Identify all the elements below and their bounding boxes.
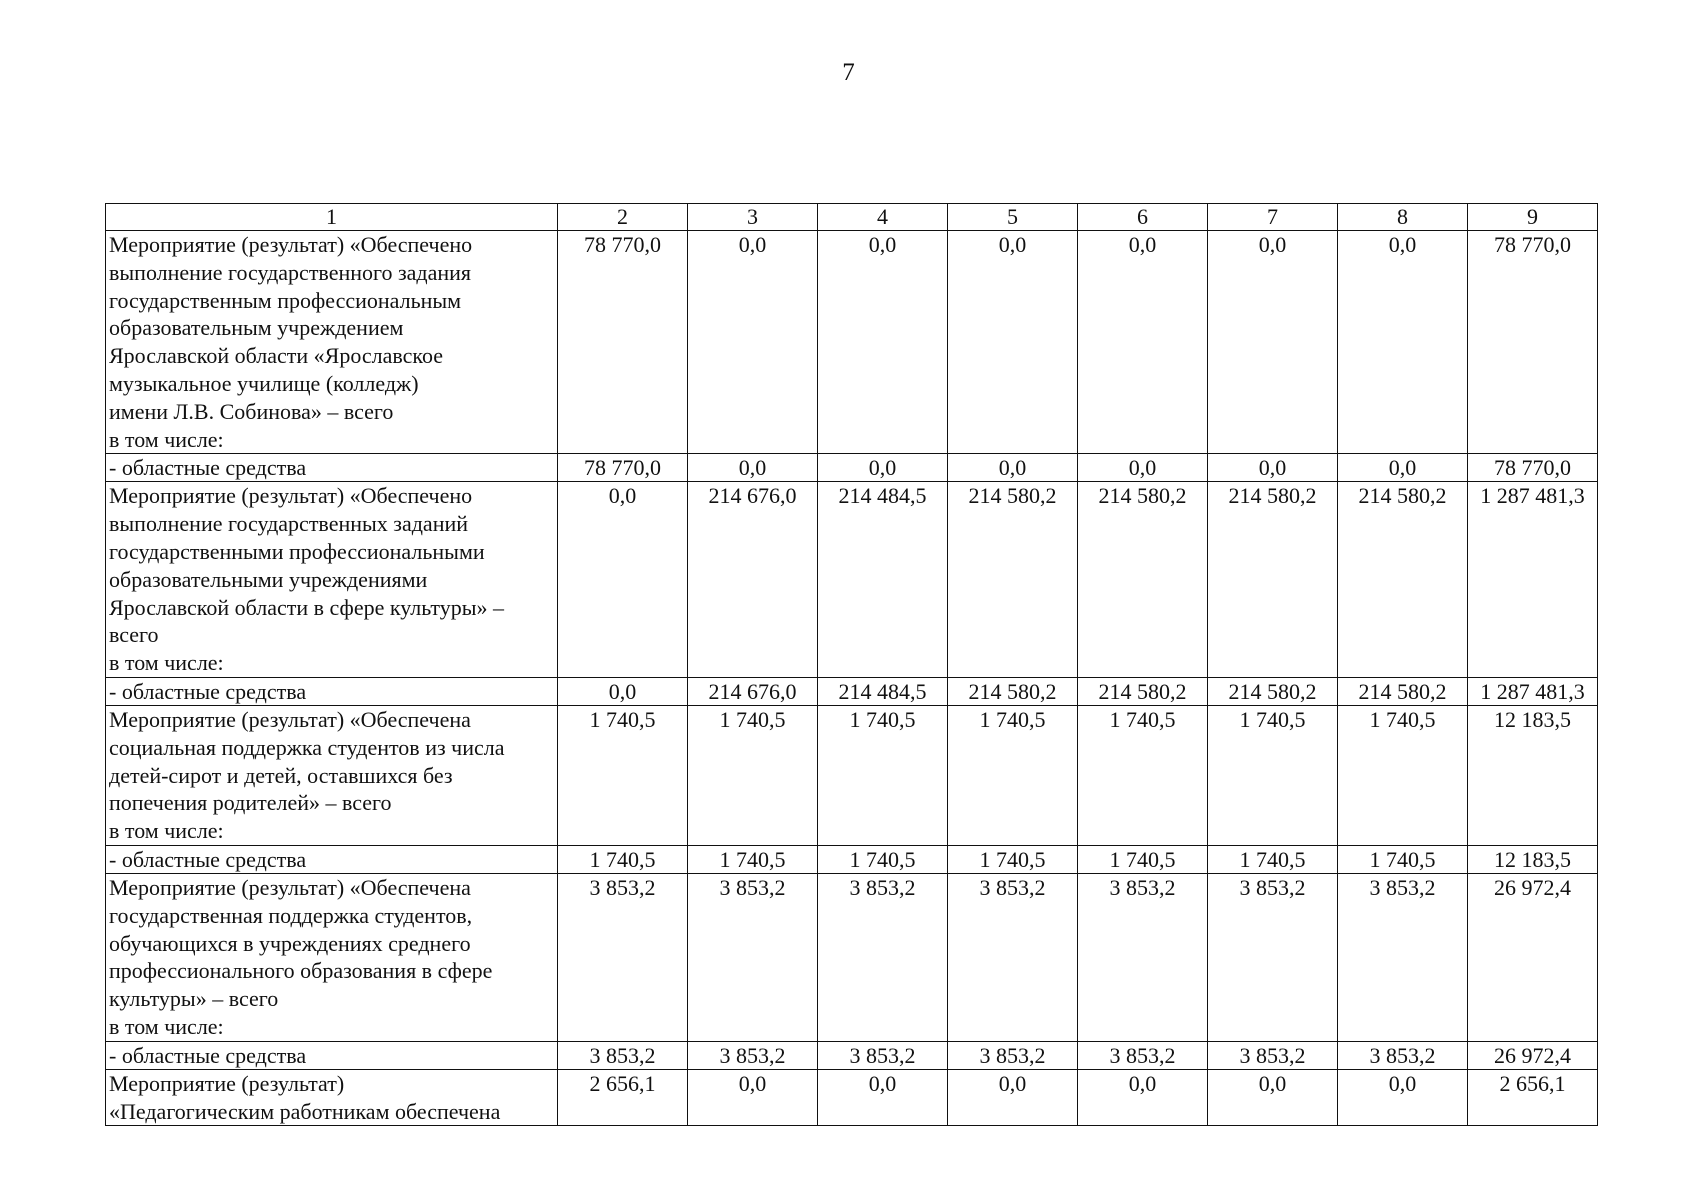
activity-name-line: в том числе:	[109, 1013, 224, 1039]
activity-name-line: Мероприятие (результат) «Обеспечена	[109, 874, 471, 900]
value-cell: 0,0	[1078, 454, 1208, 482]
value-cell: 214 580,2	[1208, 482, 1338, 678]
value-cell: 0,0	[1078, 231, 1208, 454]
header-cell: 2	[558, 204, 688, 231]
value-cell: 1 740,5	[948, 705, 1078, 845]
value-cell: 0,0	[688, 231, 818, 454]
value-cell: 3 853,2	[948, 873, 1078, 1041]
value-cell: 214 580,2	[1078, 677, 1208, 705]
activity-row	[106, 231, 1598, 454]
value-cell: 26 972,4	[1468, 1041, 1598, 1069]
value-cell: 0,0	[948, 231, 1078, 454]
activity-name-cell	[106, 231, 558, 454]
value-cell: 78 770,0	[558, 454, 688, 482]
value-cell: 0,0	[1338, 231, 1468, 454]
value-cell: 2 656,1	[1468, 1069, 1598, 1126]
value-cell: 12 183,5	[1468, 705, 1598, 845]
value-cell: 1 740,5	[1208, 845, 1338, 873]
activity-name-line: социальная поддержка студентов из числа	[109, 734, 505, 760]
value-cell: 26 972,4	[1468, 873, 1598, 1041]
value-cell: 0,0	[1208, 1069, 1338, 1126]
value-cell: 214 580,2	[1208, 677, 1338, 705]
value-cell: 1 740,5	[688, 705, 818, 845]
value-cell: 214 580,2	[1338, 677, 1468, 705]
activity-row	[106, 482, 1598, 678]
activity-name-line: обучающихся в учреждениях среднего	[109, 930, 471, 956]
activity-name-line: образовательными учреждениями	[109, 566, 428, 592]
activity-name-line: выполнение государственного задания	[109, 259, 472, 285]
value-cell: 1 740,5	[1078, 845, 1208, 873]
value-cell: 0,0	[558, 677, 688, 705]
value-cell: 12 183,5	[1468, 845, 1598, 873]
value-cell: 1 740,5	[1338, 845, 1468, 873]
budget-table	[105, 203, 1598, 1126]
activity-name-line: «Педагогическим работникам обеспечена	[109, 1098, 501, 1124]
value-cell: 0,0	[1078, 1069, 1208, 1126]
value-cell: 214 580,2	[948, 482, 1078, 678]
value-cell: 0,0	[688, 1069, 818, 1126]
value-cell: 214 484,5	[818, 677, 948, 705]
value-cell: 214 484,5	[818, 482, 948, 678]
value-cell: 214 580,2	[1338, 482, 1468, 678]
value-cell: 1 287 481,3	[1468, 677, 1598, 705]
value-cell: 3 853,2	[558, 873, 688, 1041]
value-cell: 3 853,2	[948, 1041, 1078, 1069]
table-body	[106, 204, 1598, 1126]
value-cell: 3 853,2	[688, 1041, 818, 1069]
activity-name-line: - областные средства	[109, 1042, 307, 1068]
value-cell: 0,0	[1338, 1069, 1468, 1126]
value-cell: 214 676,0	[688, 677, 818, 705]
activity-name-line: выполнение государственных заданий	[109, 511, 469, 537]
value-cell: 214 580,2	[948, 677, 1078, 705]
activity-name-line: в том числе:	[109, 818, 224, 844]
page-number: 7	[842, 59, 855, 86]
value-cell: 78 770,0	[558, 231, 688, 454]
header-cell: 7	[1208, 204, 1338, 231]
value-cell: 214 676,0	[688, 482, 818, 678]
activity-name-cell	[106, 482, 558, 678]
value-cell: 1 740,5	[558, 705, 688, 845]
activity-name-line: государственная поддержка студентов,	[109, 902, 473, 928]
value-cell: 1 740,5	[1078, 705, 1208, 845]
value-cell: 3 853,2	[558, 1041, 688, 1069]
activity-name-line: Ярославской области в сфере культуры» –	[109, 594, 505, 620]
value-cell: 1 740,5	[688, 845, 818, 873]
value-cell: 3 853,2	[1338, 873, 1468, 1041]
subtotal-row	[106, 454, 1598, 482]
value-cell: 1 740,5	[818, 705, 948, 845]
activity-row	[106, 1069, 1598, 1126]
header-cell: 3	[688, 204, 818, 231]
value-cell: 3 853,2	[1208, 873, 1338, 1041]
value-cell: 3 853,2	[1208, 1041, 1338, 1069]
value-cell: 0,0	[818, 1069, 948, 1126]
header-cell: 5	[948, 204, 1078, 231]
activity-name-line: Мероприятие (результат) «Обеспечено	[109, 232, 473, 257]
activity-name-cell	[106, 677, 558, 705]
subtotal-row	[106, 677, 1598, 705]
value-cell: 1 740,5	[558, 845, 688, 873]
activity-name-line: всего	[109, 622, 159, 648]
value-cell: 1 287 481,3	[1468, 482, 1598, 678]
header-cell: 9	[1468, 204, 1598, 231]
header-row	[106, 204, 1598, 231]
activity-name-line: Мероприятие (результат) «Обеспечено	[109, 483, 473, 509]
value-cell: 78 770,0	[1468, 454, 1598, 482]
activity-name-line: - областные средства	[109, 455, 307, 481]
activity-name-line: Мероприятие (результат) «Обеспечена	[109, 706, 471, 732]
value-cell: 3 853,2	[688, 873, 818, 1041]
value-cell: 214 580,2	[1078, 482, 1208, 678]
value-cell: 1 740,5	[818, 845, 948, 873]
value-cell: 0,0	[948, 454, 1078, 482]
activity-name-cell	[106, 873, 558, 1041]
value-cell: 0,0	[1208, 454, 1338, 482]
activity-name-line: Ярославской области «Ярославское	[109, 343, 443, 369]
activity-name-line: - областные средства	[109, 678, 307, 704]
activity-name-line: имени Л.В. Собинова» – всего	[109, 398, 394, 424]
value-cell: 3 853,2	[1078, 1041, 1208, 1069]
value-cell: 3 853,2	[818, 873, 948, 1041]
value-cell: 78 770,0	[1468, 231, 1598, 454]
activity-name-line: музыкальное училище (колледж)	[109, 370, 419, 396]
value-cell: 0,0	[1208, 231, 1338, 454]
activity-name-line: образовательным учреждением	[109, 315, 404, 341]
activity-name-cell	[106, 1041, 558, 1069]
header-cell: 6	[1078, 204, 1208, 231]
activity-name-line: профессионального образования в сфере	[109, 958, 493, 984]
value-cell: 3 853,2	[818, 1041, 948, 1069]
value-cell: 1 740,5	[1208, 705, 1338, 845]
activity-name-cell	[106, 845, 558, 873]
value-cell: 0,0	[1338, 454, 1468, 482]
header-cell: 8	[1338, 204, 1468, 231]
activity-name-cell	[106, 1069, 558, 1126]
activity-name-line: попечения родителей» – всего	[109, 790, 392, 816]
activity-name-cell	[106, 454, 558, 482]
header-cell: 4	[818, 204, 948, 231]
activity-name-line: Мероприятие (результат)	[109, 1070, 345, 1096]
activity-row	[106, 705, 1598, 845]
activity-name-line: детей-сирот и детей, оставшихся без	[109, 762, 453, 788]
value-cell: 1 740,5	[948, 845, 1078, 873]
activity-row	[106, 873, 1598, 1041]
subtotal-row	[106, 845, 1598, 873]
value-cell: 0,0	[948, 1069, 1078, 1126]
value-cell: 2 656,1	[558, 1069, 688, 1126]
activity-name-cell	[106, 705, 558, 845]
activity-name-line: - областные средства	[109, 846, 307, 872]
activity-name-line: государственными профессиональными	[109, 538, 485, 564]
value-cell: 0,0	[688, 454, 818, 482]
header-cell: 1	[106, 204, 558, 231]
value-cell: 3 853,2	[1078, 873, 1208, 1041]
value-cell: 0,0	[818, 231, 948, 454]
value-cell: 0,0	[558, 482, 688, 678]
value-cell: 1 740,5	[1338, 705, 1468, 845]
activity-name-line: культуры» – всего	[109, 986, 279, 1012]
activity-name-line: в том числе:	[109, 426, 224, 452]
subtotal-row	[106, 1041, 1598, 1069]
activity-name-line: в том числе:	[109, 650, 224, 676]
activity-name-line: государственным профессиональным	[109, 287, 462, 313]
value-cell: 3 853,2	[1338, 1041, 1468, 1069]
value-cell: 0,0	[818, 454, 948, 482]
